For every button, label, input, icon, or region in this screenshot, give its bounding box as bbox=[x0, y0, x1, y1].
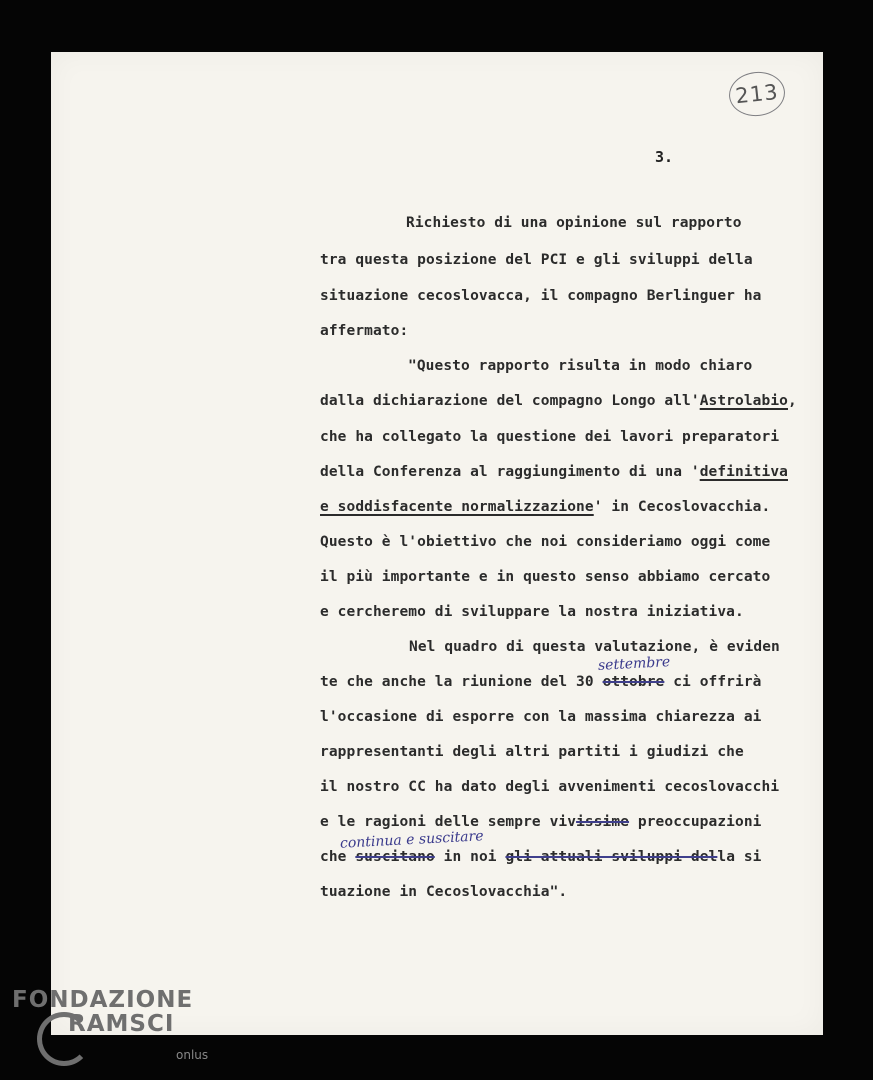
text-span: della Conferenza al raggiungimento di una ' bbox=[320, 464, 700, 480]
underlined-text: Astrolabio bbox=[699, 393, 788, 409]
page-number: 3. bbox=[655, 148, 674, 166]
text-line: Nel quadro di questa valutazione, è eviden bbox=[409, 639, 780, 655]
struck-text: gli attuali sviluppi del bbox=[505, 849, 718, 865]
text-line: che ha collegato la questione dei lavori preparatori bbox=[320, 429, 780, 445]
handwritten-correction: continua e suscitare bbox=[339, 828, 484, 852]
text-line: rappresentanti degli altri partiti i giudizi che bbox=[320, 744, 744, 760]
struck-text: issime bbox=[576, 814, 630, 830]
text-span: dalla dichiarazione del compagno Longo all' bbox=[320, 393, 700, 409]
text-line: situazione cecoslovacca, il compagno Berlinguer ha bbox=[320, 288, 762, 304]
text-span: preoccupazioni bbox=[629, 814, 762, 830]
struck-text: ottobre bbox=[602, 674, 665, 690]
text-line: l'occasione di esporre con la massima chiarezza ai bbox=[320, 709, 762, 725]
archive-number-stamp: 213 bbox=[727, 69, 787, 119]
text-line: e cercheremo di sviluppare la nostra iniziativa. bbox=[320, 604, 744, 620]
watermark-line1: FONDAZIONE bbox=[12, 987, 194, 1013]
text-span: ' in Cecoslovacchia. bbox=[593, 499, 771, 515]
text-line bbox=[320, 847, 762, 867]
text-line: il nostro CC ha dato degli avvenimenti cecoslovacchi bbox=[320, 779, 780, 795]
text-span: che bbox=[320, 849, 356, 865]
handwritten-correction: settembre bbox=[597, 654, 671, 674]
text-span: la si bbox=[717, 849, 762, 865]
text-line: Questo è l'obiettivo che noi consideriamo oggi come bbox=[320, 534, 771, 550]
text-line bbox=[320, 497, 770, 517]
text-line: "Questo rapporto risulta in modo chiaro bbox=[408, 358, 753, 374]
text-line bbox=[320, 672, 762, 692]
text-span: ci offrirà bbox=[664, 674, 762, 690]
g-logo-icon bbox=[37, 1012, 91, 1066]
underlined-text: e soddisfacente normalizzazione bbox=[320, 499, 594, 515]
text-line bbox=[320, 391, 797, 411]
text-line: il più importante e in questo senso abbiamo cercato bbox=[320, 569, 771, 585]
text-line: Richiesto di una opinione sul rapporto bbox=[406, 215, 742, 231]
text-line: tra questa posizione del PCI e gli sviluppi della bbox=[320, 252, 753, 268]
text-line: affermato: bbox=[320, 323, 409, 339]
watermark-logo bbox=[12, 988, 193, 1036]
text-span: , bbox=[788, 393, 797, 409]
text-span: in noi bbox=[434, 849, 506, 865]
watermark-line2: RAMSCI bbox=[68, 1011, 175, 1037]
underlined-text: definitiva bbox=[699, 464, 788, 480]
text-line bbox=[320, 462, 788, 482]
text-line bbox=[320, 812, 762, 832]
struck-text: suscitano bbox=[355, 849, 435, 865]
text-span: te che anche la riunione del 30 bbox=[320, 674, 603, 690]
watermark-onlus: onlus bbox=[176, 1048, 209, 1062]
text-span: e le ragioni delle sempre viv bbox=[320, 814, 577, 830]
text-line: tuazione in Cecoslovacchia". bbox=[320, 884, 568, 900]
